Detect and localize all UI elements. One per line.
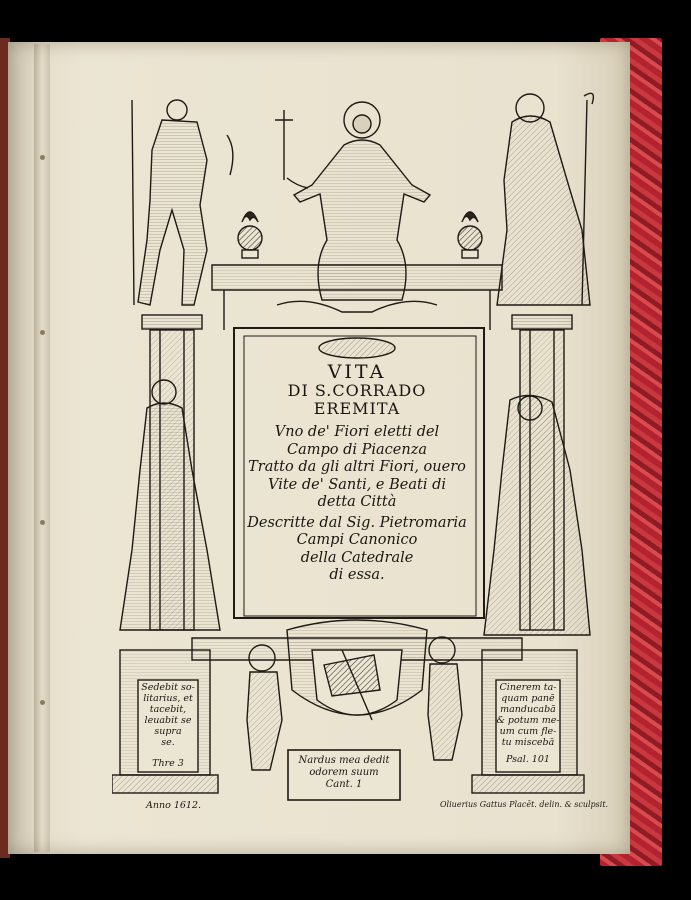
engraver-credit: Oliuerius Gattus Placēt. delin. & sculpsit. xyxy=(440,800,609,809)
title-line-saint: DI S.CORRADO xyxy=(287,381,427,400)
center-plaque-inscription xyxy=(290,755,398,791)
putto-left xyxy=(247,645,282,770)
right-pedestal-inscription xyxy=(496,682,560,765)
inscription-line: quam panē xyxy=(501,693,555,704)
inscription-reference: Psal. 101 xyxy=(506,754,550,765)
inscription-line: tacebit, xyxy=(149,704,187,715)
title-line-vita: VITA xyxy=(327,361,387,383)
page-gutter xyxy=(34,44,50,852)
flaming-urn-left xyxy=(238,212,262,258)
subtitle-line: Tratto da gli altri Fiori, ouero xyxy=(248,459,466,475)
inscription-line: manducabā xyxy=(500,704,556,715)
subtitle-line: Campo di Piacenza xyxy=(286,441,427,458)
inscription-reference: Thre 3 xyxy=(152,758,184,769)
subtitle-line: Vite de' Santi, e Beati di xyxy=(268,476,446,493)
title-line-eremita: EREMITA xyxy=(313,399,401,418)
praying-saint-left xyxy=(120,380,220,630)
inscription-line: litarius, et xyxy=(143,693,193,704)
binding-hole xyxy=(40,700,45,705)
coat-of-arms xyxy=(287,620,427,720)
author-line: Campi Canonico xyxy=(296,532,418,548)
inscription-line: Cinerem ta- xyxy=(499,682,557,693)
inscription-line: um cum fle- xyxy=(499,726,557,737)
flaming-urn-right xyxy=(458,212,482,258)
subtitle-line: Vno de' Fiori eletti del xyxy=(274,424,440,440)
author-line: Descritte dal Sig. Pietromaria xyxy=(247,514,467,531)
left-pedestal-inscription xyxy=(138,682,198,769)
nun-saint-right xyxy=(484,395,590,635)
title-cartouche xyxy=(246,336,468,614)
inscription-line: leuabit se xyxy=(144,715,192,726)
inscription-line: Sedebit so- xyxy=(141,682,195,693)
plaque-line: Cant. 1 xyxy=(325,779,363,790)
binding-hole xyxy=(40,520,45,525)
publication-year: Anno 1612. xyxy=(146,800,202,811)
plaque-line: Nardus mea dedit xyxy=(298,755,390,766)
author-line: della Catedrale xyxy=(300,549,414,566)
binding-hole xyxy=(40,330,45,335)
plaque-line: odorem suum xyxy=(309,767,379,778)
female-saint-top-right xyxy=(497,93,593,305)
inscription-line: & potum me- xyxy=(496,715,560,726)
inscription-line: se. xyxy=(161,737,175,748)
inscription-line: tu miscebā xyxy=(501,737,555,748)
subtitle-line: detta Città xyxy=(317,494,397,510)
inscription-line: supra xyxy=(154,726,182,737)
author-line: di essa. xyxy=(329,567,385,583)
binding-hole xyxy=(40,155,45,160)
